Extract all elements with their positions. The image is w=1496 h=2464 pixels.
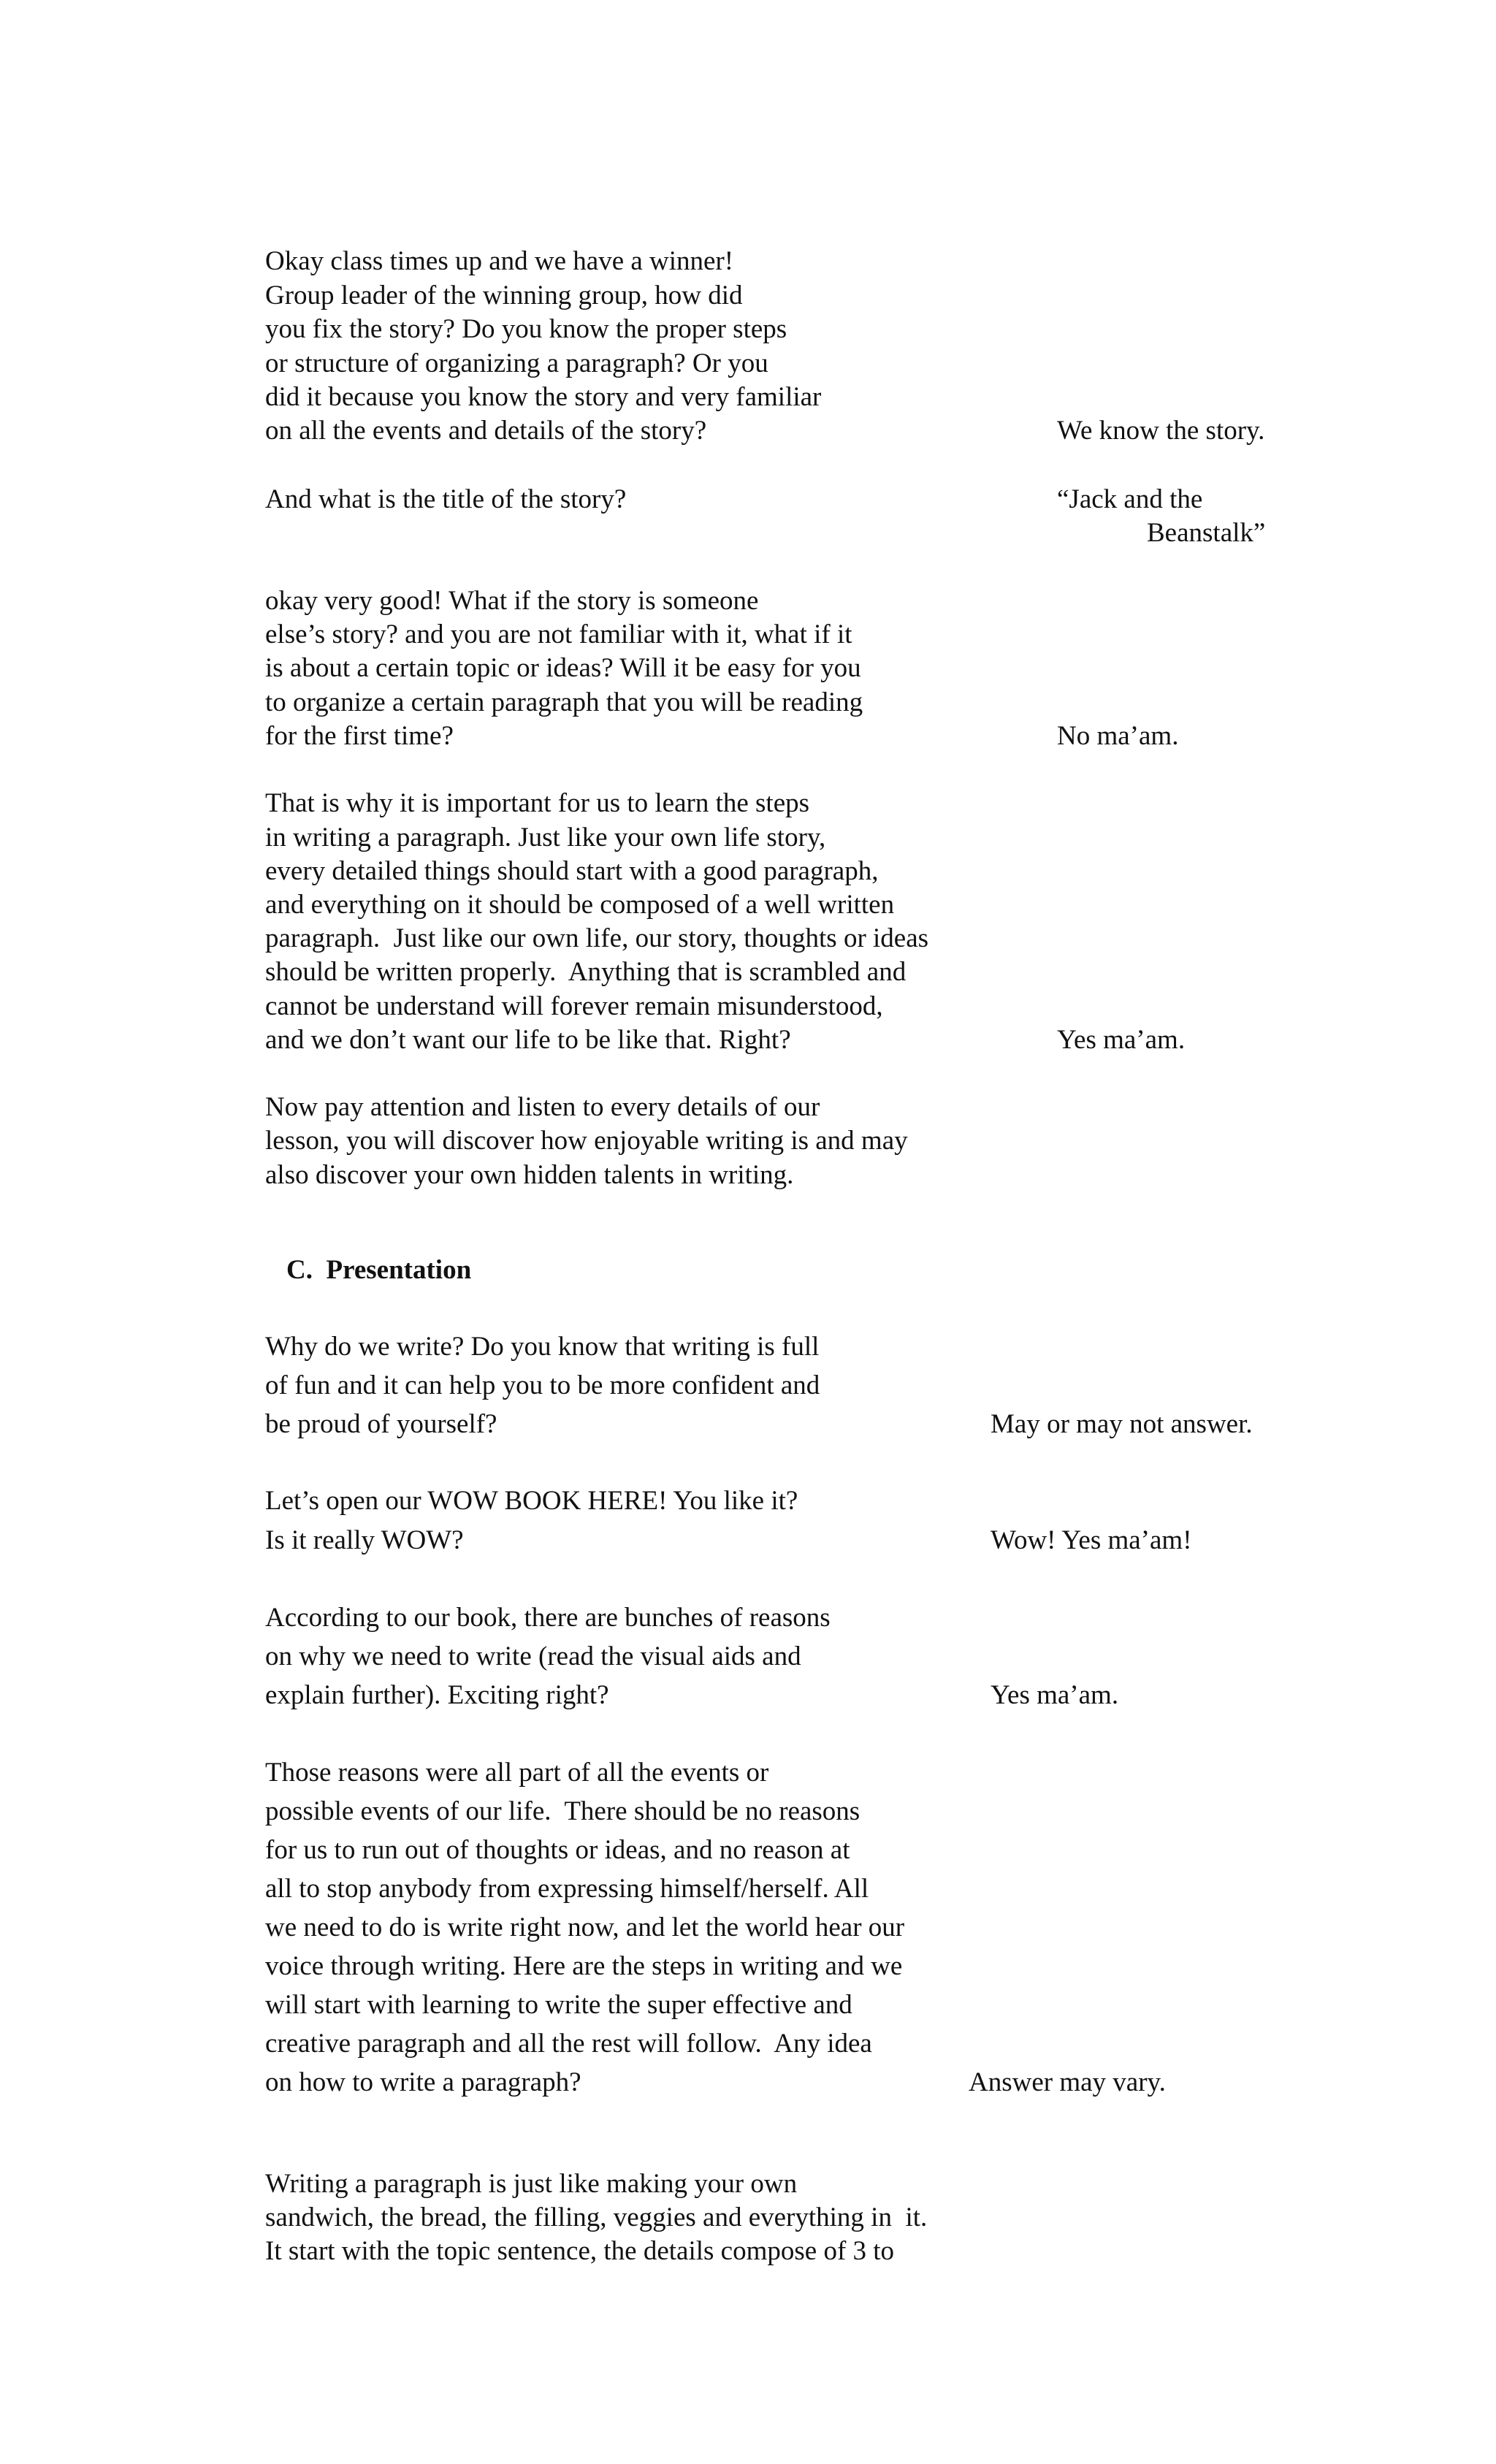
- student-response-9: Answer may vary.: [969, 2067, 1166, 2097]
- teacher-question-title: And what is the title of the story?: [265, 484, 627, 514]
- text-line: explain further). Exciting right?: [265, 1680, 609, 1710]
- text-line: Why do we write? Do you know that writing is full: [265, 1332, 820, 1362]
- text-line: Group leader of the winning group, how did: [265, 281, 743, 310]
- text-line: did it because you know the story and very familiar: [265, 382, 822, 412]
- text-line: for us to run out of thoughts or ideas, and no reason at: [265, 1835, 850, 1865]
- text-line: of fun and it can help you to be more confident and: [265, 1370, 820, 1400]
- text-line: sandwich, the bread, the filling, veggies and everything in it.: [265, 2202, 928, 2232]
- text-line: be proud of yourself?: [265, 1409, 497, 1439]
- text-line: to organize a certain paragraph that you will be reading: [265, 687, 863, 717]
- text-line: Okay class times up and we have a winner!: [265, 246, 734, 276]
- text-line: we need to do is write right now, and let the world hear our: [265, 1912, 905, 1942]
- text-line: cannot be understand will forever remain misunderstood,: [265, 991, 883, 1021]
- text-line: and everything on it should be composed of a well written: [265, 890, 895, 920]
- text-line: for the first time?: [265, 721, 454, 751]
- section-heading: C. Presentation: [286, 1255, 472, 1285]
- text-line: or structure of organizing a paragraph? Or you: [265, 348, 768, 378]
- student-response-8: Yes ma’am.: [991, 1680, 1119, 1710]
- text-line: voice through writing. Here are the steps in writing and we: [265, 1951, 903, 1981]
- text-line: According to our book, there are bunches of reasons: [265, 1603, 831, 1633]
- text-line: possible events of our life. There should be no reasons: [265, 1796, 860, 1826]
- student-response-7: Wow! Yes ma’am!: [991, 1525, 1192, 1555]
- student-response-6: May or may not answer.: [991, 1409, 1253, 1439]
- text-line: you fix the story? Do you know the proper steps: [265, 314, 787, 344]
- text-line: It start with the topic sentence, the details compose of 3 to: [265, 2236, 895, 2266]
- text-line: paragraph. Just like our own life, our story, thoughts or ideas: [265, 923, 929, 953]
- text-line: should be written properly. Anything that is scrambled and: [265, 957, 907, 987]
- text-line: Now pay attention and listen to every details of our: [265, 1092, 820, 1122]
- text-line: every detailed things should start with a good paragraph,: [265, 856, 879, 886]
- response-line: “Jack and the: [1057, 484, 1203, 514]
- text-line: in writing a paragraph. Just like your own life story,: [265, 823, 826, 853]
- text-line: all to stop anybody from expressing himself/herself. All: [265, 1874, 869, 1904]
- text-line: Those reasons were all part of all the events or: [265, 1758, 769, 1788]
- text-line: on why we need to write (read the visual aids and: [265, 1641, 801, 1671]
- text-line: Is it really WOW?: [265, 1525, 464, 1555]
- text-line: lesson, you will discover how enjoyable writing is and may: [265, 1126, 908, 1156]
- text-line: on how to write a paragraph?: [265, 2067, 581, 2097]
- text-line: okay very good! What if the story is someone: [265, 586, 759, 616]
- student-response-1: We know the story.: [1057, 416, 1265, 446]
- text-line: and we don’t want our life to be like that. Right?: [265, 1025, 791, 1055]
- text-line: on all the events and details of the story?: [265, 416, 707, 446]
- text-line: That is why it is important for us to learn the steps: [265, 788, 810, 818]
- student-response-4: Yes ma’am.: [1057, 1025, 1186, 1055]
- text-line: also discover your own hidden talents in writing.: [265, 1160, 794, 1190]
- student-response-3: No ma’am.: [1057, 721, 1179, 751]
- text-line: will start with learning to write the super effective and: [265, 1990, 852, 2020]
- response-line: Beanstalk”: [1147, 518, 1266, 548]
- text-line: Writing a paragraph is just like making your own: [265, 2169, 798, 2199]
- text-line: Let’s open our WOW BOOK HERE! You like it?: [265, 1486, 798, 1516]
- text-line: else’s story? and you are not familiar with it, what if it: [265, 619, 852, 649]
- text-line: is about a certain topic or ideas? Will it be easy for you: [265, 653, 861, 683]
- text-line: creative paragraph and all the rest will follow. Any idea: [265, 2029, 872, 2059]
